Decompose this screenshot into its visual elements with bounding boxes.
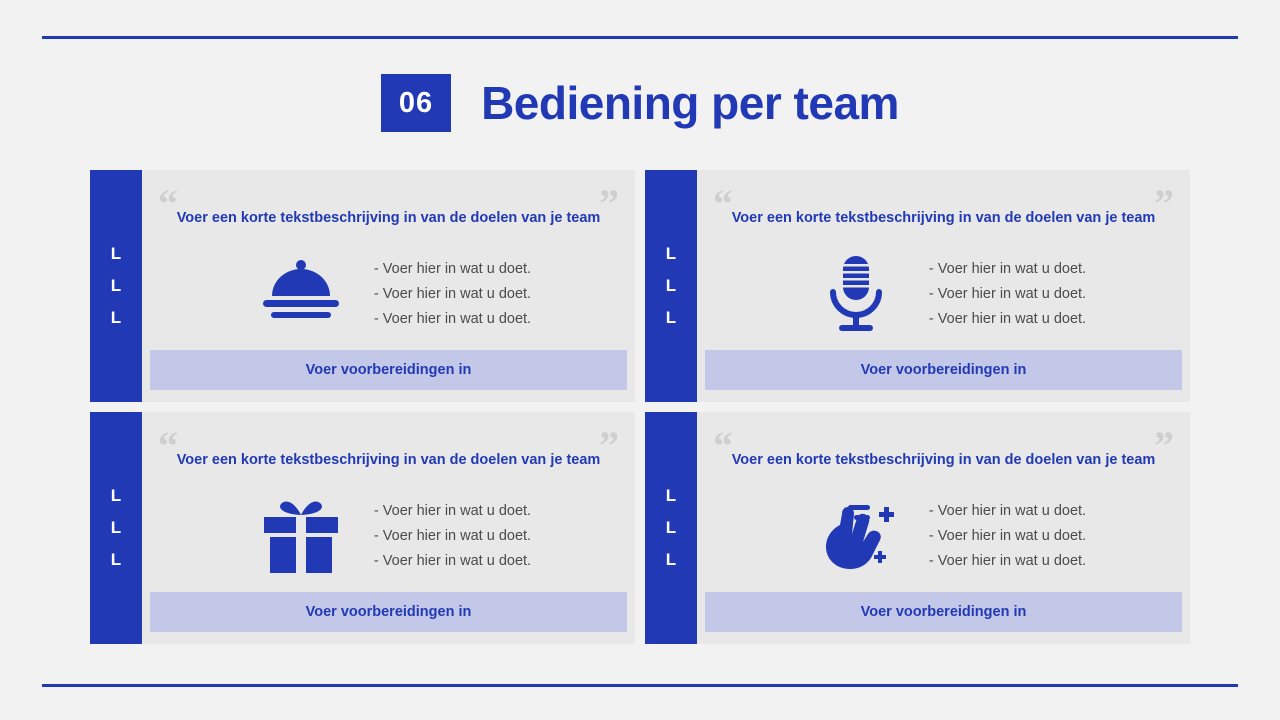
bullet-item: - Voer hier in wat u doet. [373, 260, 532, 277]
card-heading: Voer een korte tekstbeschrijving in van de doelen van je team [176, 452, 601, 468]
card-bar-letter: L [110, 308, 122, 327]
quote-close-icon: ” [599, 423, 619, 468]
card-body [142, 412, 635, 644]
bullet-item: - Voer hier in wat u doet. [373, 552, 532, 569]
prepare-button[interactable]: Voer voorbereidingen in [150, 350, 627, 390]
team-card [645, 170, 1190, 402]
bullet-item: - Voer hier in wat u doet. [928, 285, 1087, 302]
card-bullets [929, 503, 1086, 569]
card-heading: Voer een korte tekstbeschrijving in van de doelen van je team [731, 210, 1156, 226]
hand-wash-icon [801, 495, 911, 577]
quote-open-icon: “ [158, 181, 178, 226]
card-content [697, 479, 1190, 592]
card-side-bar [645, 170, 697, 402]
title-row [0, 74, 1280, 132]
bullet-item: - Voer hier in wat u doet. [928, 310, 1087, 327]
cards-grid [90, 170, 1190, 650]
quote-open-icon: “ [713, 181, 733, 226]
bullet-item: - Voer hier in wat u doet. [928, 527, 1087, 544]
card-content [697, 237, 1190, 350]
card-content [142, 479, 635, 592]
card-side-bar [645, 412, 697, 644]
prepare-button[interactable]: Voer voorbereidingen in [705, 350, 1182, 390]
card-side-bar [90, 412, 142, 644]
top-divider [42, 36, 1238, 39]
card-bar-letter: L [665, 550, 677, 569]
team-card [90, 412, 635, 644]
bullet-item: - Voer hier in wat u doet. [928, 502, 1087, 519]
prepare-button[interactable]: Voer voorbereidingen in [150, 592, 627, 632]
bottom-divider [42, 684, 1238, 687]
quote-close-icon: ” [1154, 423, 1174, 468]
team-card [645, 412, 1190, 644]
card-side-bar [90, 170, 142, 402]
card-bullets [929, 261, 1086, 327]
card-heading: Voer een korte tekstbeschrijving in van de doelen van je team [176, 210, 601, 226]
card-bullets [374, 261, 531, 327]
card-bar-letter: L [665, 486, 677, 505]
slide-number-badge: 06 [381, 74, 451, 132]
bullet-item: - Voer hier in wat u doet. [373, 310, 532, 327]
bullet-item: - Voer hier in wat u doet. [928, 552, 1087, 569]
card-bar-letter: L [665, 276, 677, 295]
gift-box-icon [246, 495, 356, 577]
card-bar-letter: L [110, 518, 122, 537]
card-heading: Voer een korte tekstbeschrijving in van de doelen van je team [731, 452, 1156, 468]
microphone-icon [801, 254, 911, 334]
prepare-button[interactable]: Voer voorbereidingen in [705, 592, 1182, 632]
quote-open-icon: “ [158, 423, 178, 468]
bullet-item: - Voer hier in wat u doet. [373, 527, 532, 544]
bullet-item: - Voer hier in wat u doet. [373, 285, 532, 302]
quote-close-icon: ” [1154, 181, 1174, 226]
food-cloche-icon [246, 257, 356, 331]
quote-close-icon: ” [599, 181, 619, 226]
card-body [697, 170, 1190, 402]
card-bar-letter: L [110, 276, 122, 295]
team-card [90, 170, 635, 402]
page-title: Bediening per team [481, 77, 899, 129]
card-bar-letter: L [110, 486, 122, 505]
card-bar-letter: L [665, 518, 677, 537]
quote-open-icon: “ [713, 423, 733, 468]
card-bar-letter: L [110, 550, 122, 569]
card-content [142, 237, 635, 350]
bullet-item: - Voer hier in wat u doet. [928, 260, 1087, 277]
card-bar-letter: L [110, 244, 122, 263]
card-bar-letter: L [665, 244, 677, 263]
card-bar-letter: L [665, 308, 677, 327]
card-body [697, 412, 1190, 644]
card-bullets [374, 503, 531, 569]
card-body [142, 170, 635, 402]
bullet-item: - Voer hier in wat u doet. [373, 502, 532, 519]
